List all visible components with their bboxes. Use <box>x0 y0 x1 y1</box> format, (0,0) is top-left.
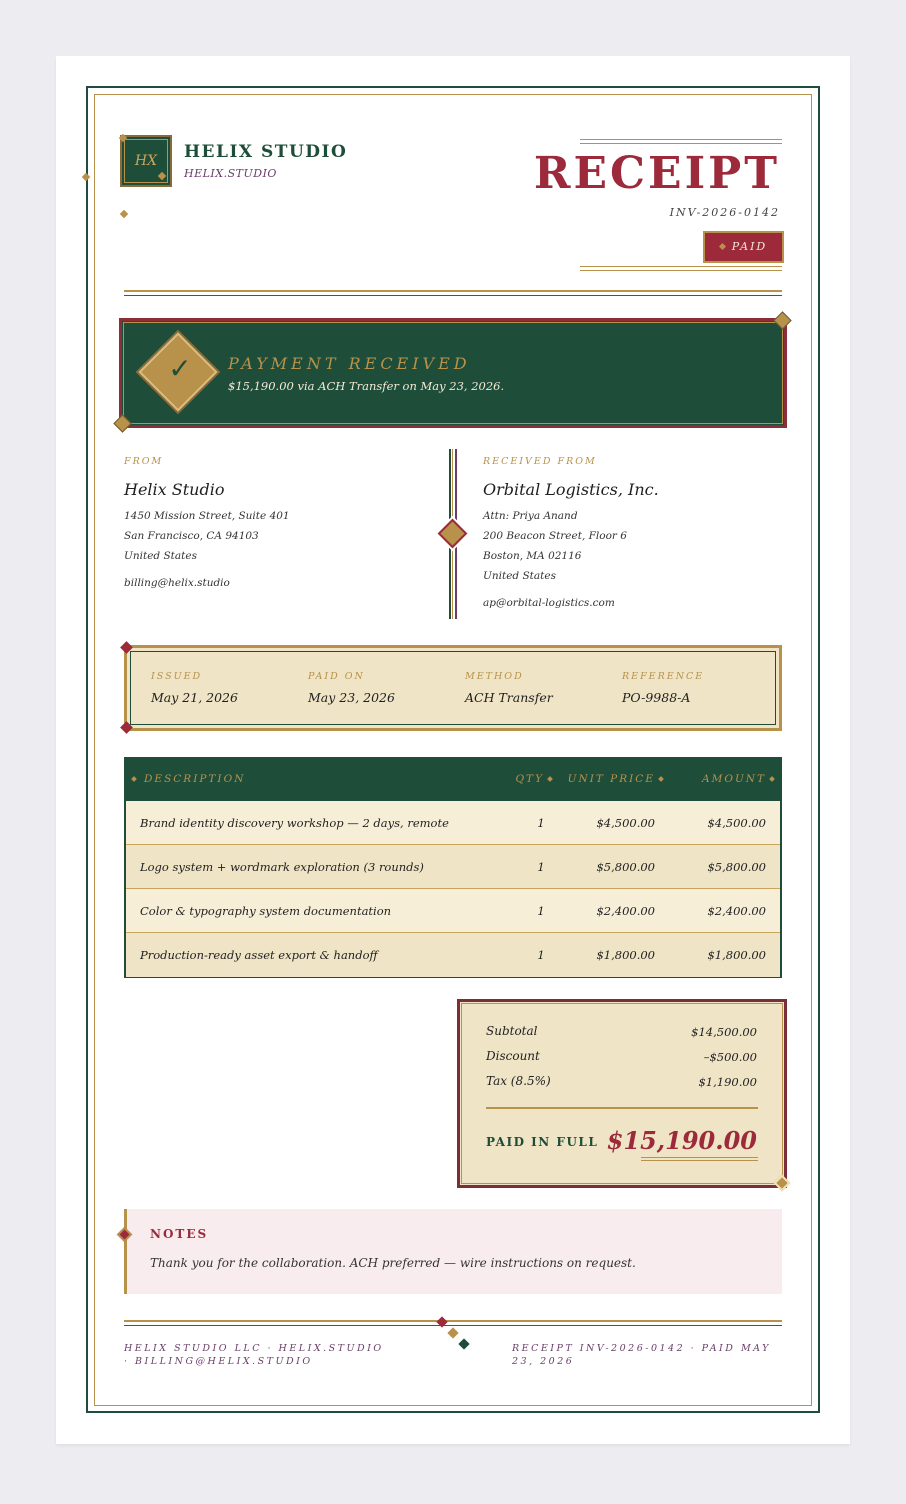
footer-divider <box>124 1320 782 1322</box>
subtotal-label: Subtotal <box>486 1024 538 1038</box>
row-qty: 1 <box>537 904 545 918</box>
row-amount: $5,800.00 <box>707 860 766 874</box>
payment-banner-inner <box>123 322 783 424</box>
notes-text: Thank you for the collaboration. ACH preferred — wire instructions on request. <box>150 1256 636 1270</box>
column-header-amount[interactable]: AMOUNT <box>702 773 766 785</box>
row-unit-price: $5,800.00 <box>596 860 655 874</box>
badge-diamond-icon <box>719 243 726 250</box>
to-email[interactable]: ap@orbital-logistics.com <box>483 597 615 609</box>
address-line: Attn: Priya Anand <box>483 510 578 522</box>
invoice-number: INV-2026-0142 <box>669 206 780 219</box>
payment-details-inner <box>130 651 776 725</box>
to-address <box>483 506 627 586</box>
discount-label: Discount <box>486 1049 540 1063</box>
address-line: 1450 Mission Street, Suite 401 <box>124 510 290 522</box>
grand-total: $15,190.00 <box>606 1126 757 1155</box>
from-address <box>124 506 290 566</box>
to-name: Orbital Logistics, Inc. <box>483 480 659 499</box>
row-qty: 1 <box>537 860 545 874</box>
address-line: 200 Beacon Street, Floor 6 <box>483 530 627 542</box>
footer-company: HELIX STUDIO LLC · HELIX.STUDIO · BILLING@HELIX.STUDIO <box>124 1343 384 1367</box>
brand-name: HELIX STUDIO <box>184 142 348 162</box>
checkmark-icon: ✓ <box>168 352 192 385</box>
row-qty: 1 <box>537 816 545 830</box>
notes-title: NOTES <box>150 1227 209 1241</box>
row-unit-price: $4,500.00 <box>596 816 655 830</box>
status-badge-label: PAID <box>731 240 768 253</box>
from-email[interactable]: billing@helix.studio <box>124 577 230 589</box>
meta-value-reference: PO-9988-A <box>622 690 691 705</box>
meta-value-paid-on: May 23, 2026 <box>308 690 395 705</box>
status-badge <box>703 231 784 263</box>
from-label: FROM <box>124 456 164 467</box>
title-rule <box>580 143 782 144</box>
document-title: RECEIPT <box>533 148 780 199</box>
from-name: Helix Studio <box>124 480 225 499</box>
header-divider <box>124 290 782 292</box>
grand-total-underline <box>641 1157 758 1158</box>
address-line: Boston, MA 02116 <box>483 550 582 562</box>
totals-divider <box>486 1107 758 1109</box>
meta-label-issued: ISSUED <box>151 671 203 682</box>
row-description: Color & typography system documentation <box>140 904 392 918</box>
title-rule <box>580 270 782 271</box>
notes-box <box>124 1209 782 1294</box>
title-rule <box>580 139 782 140</box>
address-line: United States <box>483 570 556 582</box>
row-amount: $1,800.00 <box>707 948 766 962</box>
column-header-description[interactable]: DESCRIPTION <box>144 773 246 785</box>
table-row <box>126 889 780 933</box>
table-row <box>126 801 780 845</box>
grand-total-underline <box>641 1160 758 1161</box>
row-description: Logo system + wordmark exploration (3 rounds) <box>140 860 424 874</box>
table-row <box>126 933 780 977</box>
banner-text: $15,190.00 via ACH Transfer on May 23, 2026. <box>228 379 505 393</box>
row-qty: 1 <box>537 948 545 962</box>
title-rule <box>580 266 782 267</box>
paid-in-full-label: PAID IN FULL <box>486 1135 599 1149</box>
row-description: Brand identity discovery workshop — 2 days, remote <box>140 816 449 830</box>
address-line: United States <box>124 550 197 562</box>
to-label: RECEIVED FROM <box>483 456 597 467</box>
address-line: San Francisco, CA 94103 <box>124 530 259 542</box>
footer-receipt-info: RECEIPT INV-2026-0142 · PAID MAY 23, 2026 <box>512 1343 771 1367</box>
meta-value-method: ACH Transfer <box>465 690 553 705</box>
row-description: Production-ready asset export & handoff <box>140 948 378 962</box>
header-divider <box>124 295 782 296</box>
brand-monogram: HX <box>134 153 158 169</box>
column-header-qty[interactable]: QTY <box>515 773 544 785</box>
footer-divider <box>124 1325 782 1326</box>
row-amount: $4,500.00 <box>707 816 766 830</box>
meta-label-paid-on: PAID ON <box>308 671 365 682</box>
meta-label-reference: REFERENCE <box>622 671 705 682</box>
discount-value: –$500.00 <box>703 1050 757 1064</box>
column-header-unit-price[interactable]: UNIT PRICE <box>567 773 655 785</box>
banner-title: PAYMENT RECEIVED <box>228 354 471 373</box>
row-amount: $2,400.00 <box>707 904 766 918</box>
meta-label-method: METHOD <box>465 671 524 682</box>
meta-value-issued: May 21, 2026 <box>151 690 238 705</box>
subtotal-value: $14,500.00 <box>691 1025 757 1039</box>
table-row <box>126 845 780 889</box>
tax-value: $1,190.00 <box>698 1075 757 1089</box>
brand-website: HELIX.STUDIO <box>184 167 277 180</box>
tax-label: Tax (8.5%) <box>486 1074 551 1088</box>
row-unit-price: $1,800.00 <box>596 948 655 962</box>
row-unit-price: $2,400.00 <box>596 904 655 918</box>
